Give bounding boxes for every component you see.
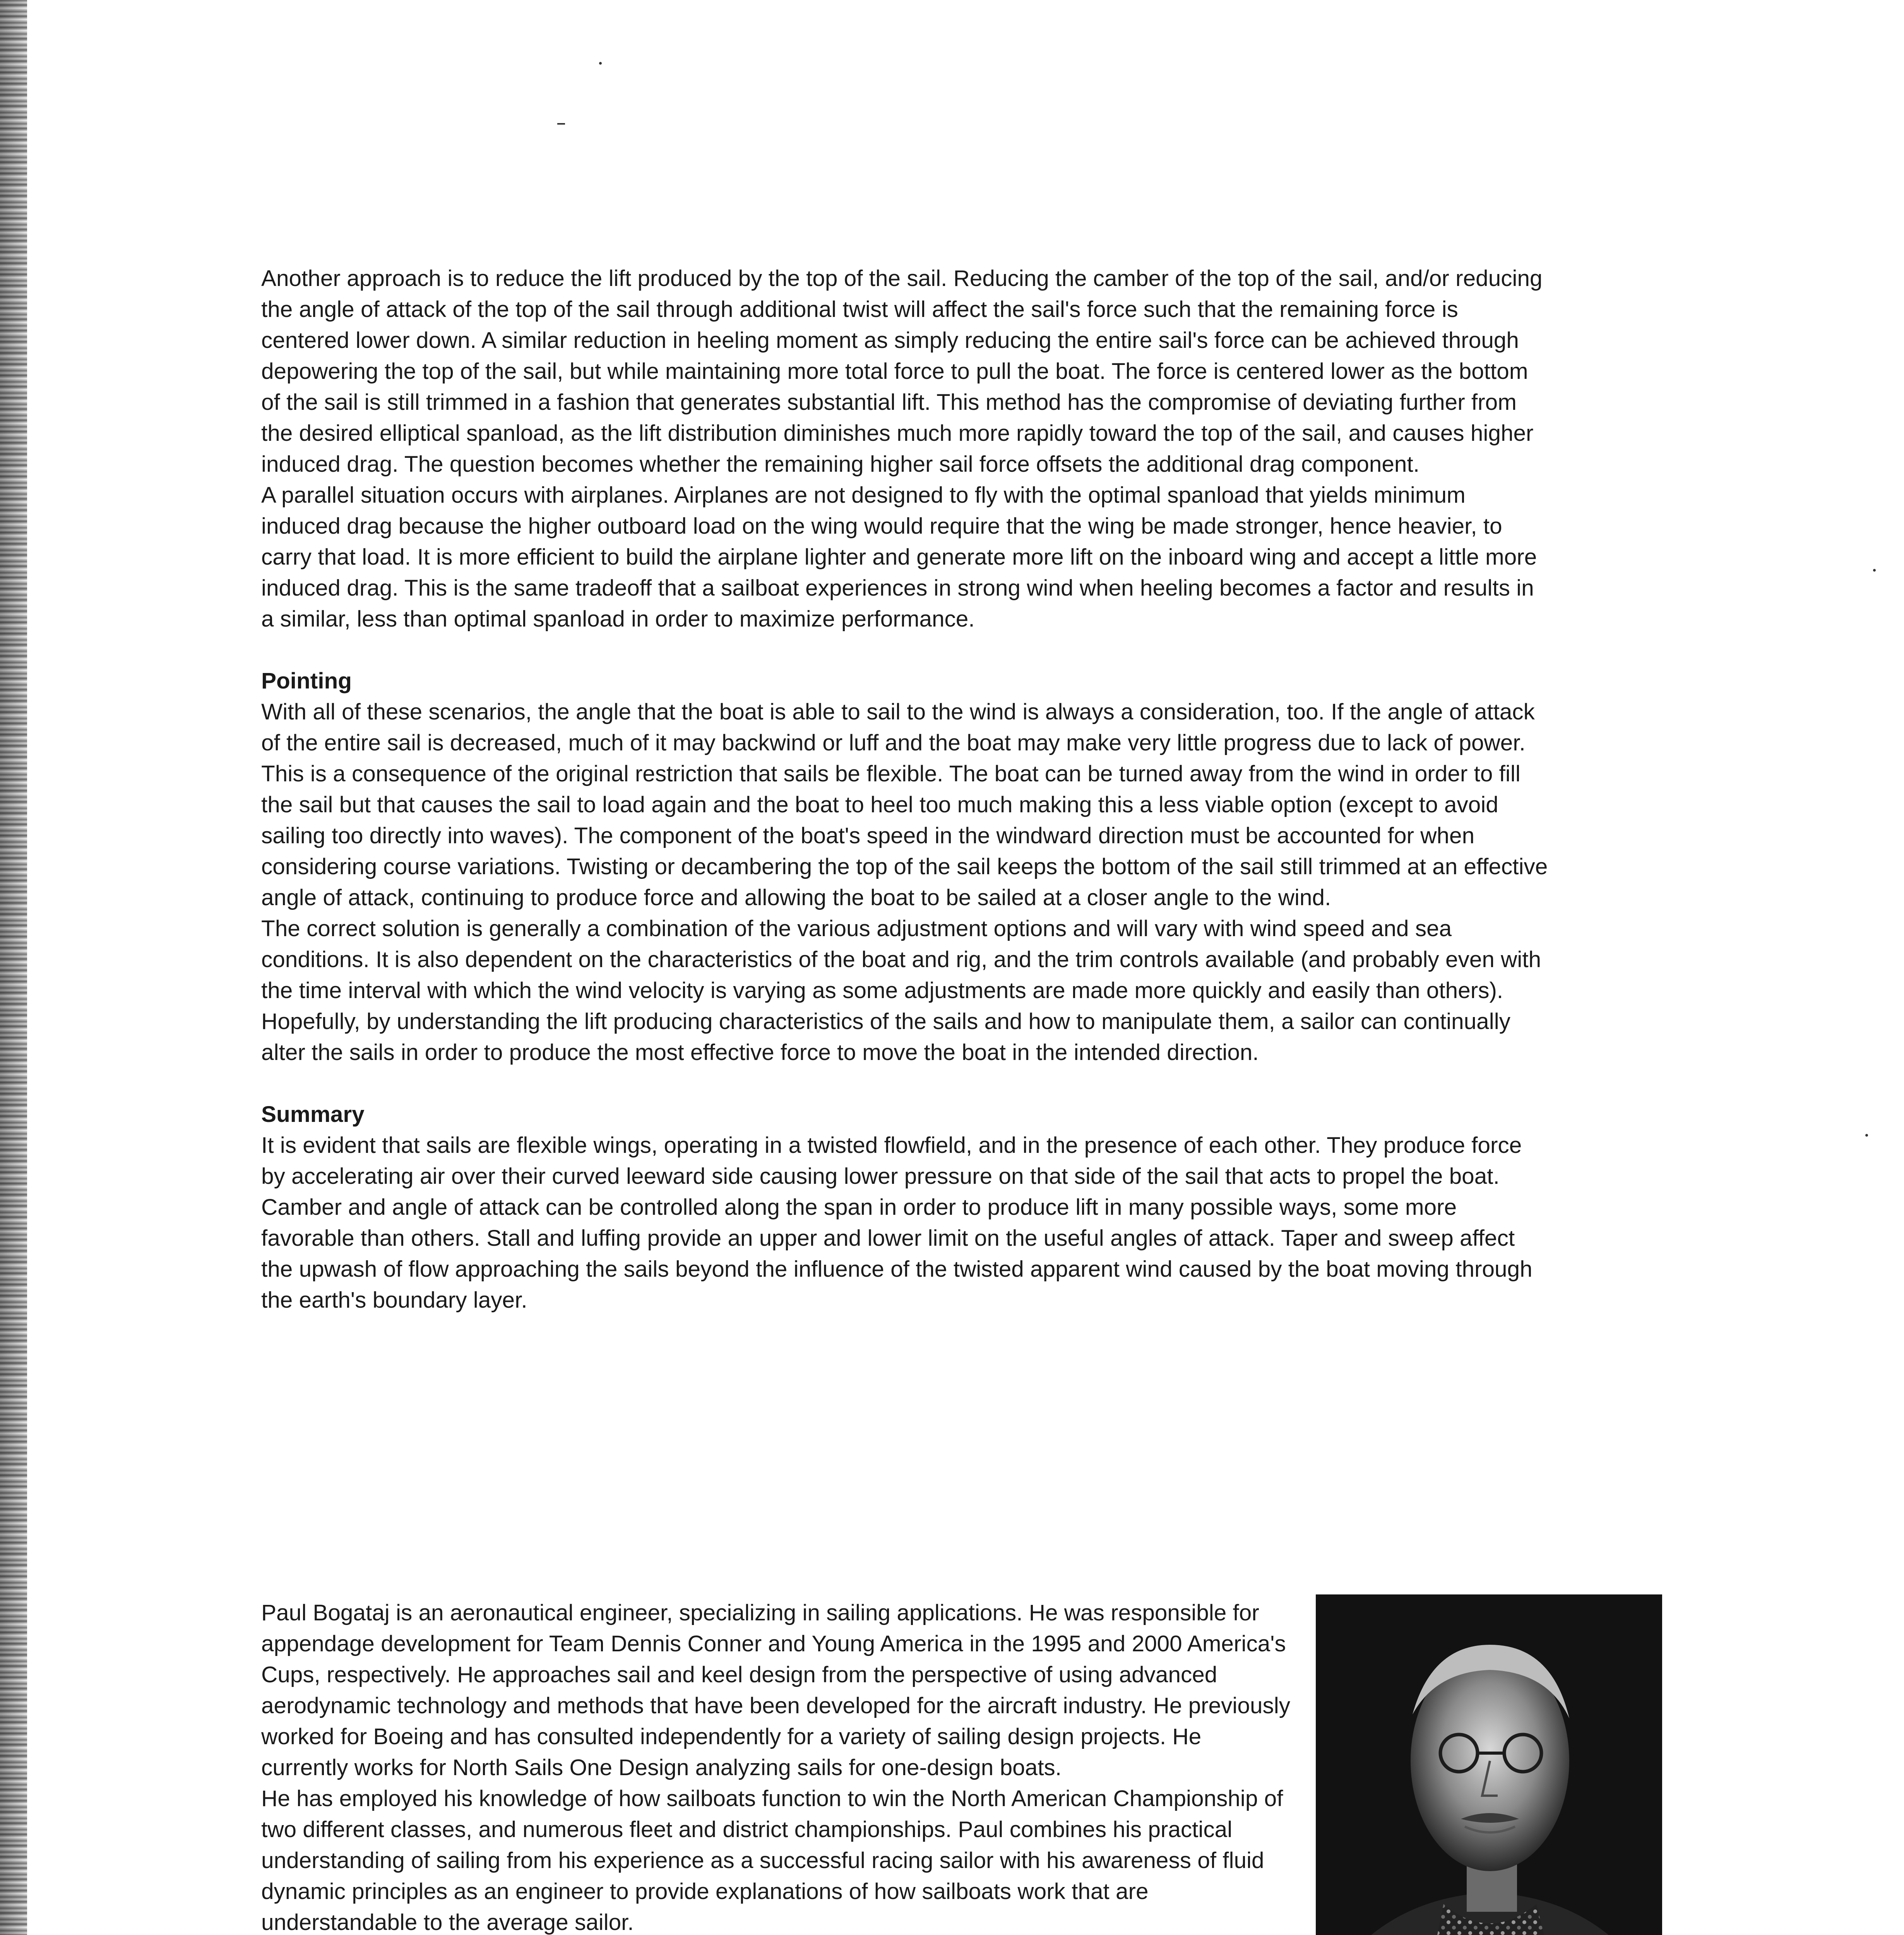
paragraph-bio-2: He has employed his knowledge of how sailboats function to win the North American Championship of two different classes, and numerous fleet and district championships. Paul combines his practical understanding of sailing from his experience as a successful racing sailor with his awareness of fluid dynamic principles as an engineer to provide explanations of how sailboats work that are understandable to the average sailor. (261, 1786, 1283, 1935)
paragraph-pointing-2: The correct solution is generally a combination of the various adjustment options and will vary with wind speed and sea conditions. It is also dependent on the characteristics of the boat and rig, and the trim controls available (and probably even with the time interval with which the wind velocity is varying as some adjustments are made more quickly and easily than others). Hopefully, by understanding the lift producing characteristics of the sails and how to manipulate them, a sailor can continually alter the sails in order to produce the most effective force to move the boat in the intended direction. (261, 916, 1541, 1065)
scan-speck (599, 62, 602, 65)
author-bio (261, 1598, 1291, 1935)
scan-edge-artifact (0, 0, 27, 1935)
scan-speck (1865, 1134, 1868, 1137)
author-photo (1316, 1594, 1662, 1935)
heading-summary: Summary (261, 1102, 365, 1127)
section-gap (261, 635, 1550, 666)
scan-speck (1873, 569, 1876, 572)
paragraph-pointing-1: With all of these scenarios, the angle that the boat is able to sail to the wind is always a consideration, too. If the angle of attack of the entire sail is decreased, much of it may backwind or luff and the boat may make very little progress due to lack of power. This is a consequence of the original restriction that sails be flexible. The boat can be turned away from the wind in order to fill the sail but that causes the sail to load again and the boat to heel too much making this a less viable option (except to avoid sailing too directly into waves). The component of the boat's speed in the windward direction must be accounted for when considering course variations. Twisting or decambering the top of the sail keeps the bottom of the sail still trimmed at an effective angle of attack, continuing to produce force and allowing the boat to be sailed at a closer angle to the wind. (261, 699, 1548, 910)
heading-pointing: Pointing (261, 668, 352, 694)
paragraph-reduce-lift: Another approach is to reduce the lift produced by the top of the sail. Reducing the camber of the top of the sail, and/or reducing the angle of attack of the top of the sail through additional twist will affect the sail's force such that the remaining force is centered lower down. A similar reduction in heeling moment as simply reducing the entire sail's force can be achieved through depowering the top of the sail, but while maintaining more total force to pull the boat. The force is centered lower as the bottom of the sail is still trimmed in a fashion that generates substantial lift. This method has the compromise of deviating further from the desired elliptical spanload, as the lift distribution diminishes much more rapidly toward the top of the sail, and causes higher induced drag. The question becomes whether the remaining higher sail force offsets the additional drag component. (261, 266, 1543, 477)
article-body (261, 263, 1550, 1316)
author-photo-graphic (1316, 1594, 1662, 1935)
paragraph-summary: It is evident that sails are flexible wings, operating in a twisted flowfield, and in the presence of each other. They produce force by accelerating air over their curved leeward side causing lower pressure on that side of the sail that acts to propel the boat. Camber and angle of attack can be controlled along the span in order to produce lift in many possible ways, some more favorable than others. Stall and luffing provide an upper and lower limit on the useful angles of attack. Taper and sweep affect the upwash of flow approaching the sails beyond the influence of the twisted apparent wind caused by the boat moving through the earth's boundary layer. (261, 1133, 1532, 1313)
paragraph-bio-1: Paul Bogataj is an aeronautical engineer, specializing in sailing applications. He was responsible for appendage development for Team Dennis Conner and Young America in the 1995 and 2000 America's Cups, respectively. He approaches sail and keel design from the perspective of using advanced aerodynamic technology and methods that have been developed for the aircraft industry. He previously worked for Boeing and has consulted independently for a variety of sailing design projects. He currently works for North Sails One Design analyzing sails for one-design boats. (261, 1600, 1290, 1780)
paragraph-airplanes: A parallel situation occurs with airplanes. Airplanes are not designed to fly with the optimal spanload that yields minimum induced drag because the higher outboard load on the wing would require that the wing be made stronger, hence heavier, to carry that load. It is more efficient to build the airplane lighter and generate more lift on the inboard wing and accept a little more induced drag. This is the same tradeoff that a sailboat experiences in strong wind when heeling becomes a factor and results in a similar, less than optimal spanload in order to maximize performance. (261, 483, 1537, 632)
scan-speck (557, 123, 565, 125)
section-gap (261, 1068, 1550, 1099)
